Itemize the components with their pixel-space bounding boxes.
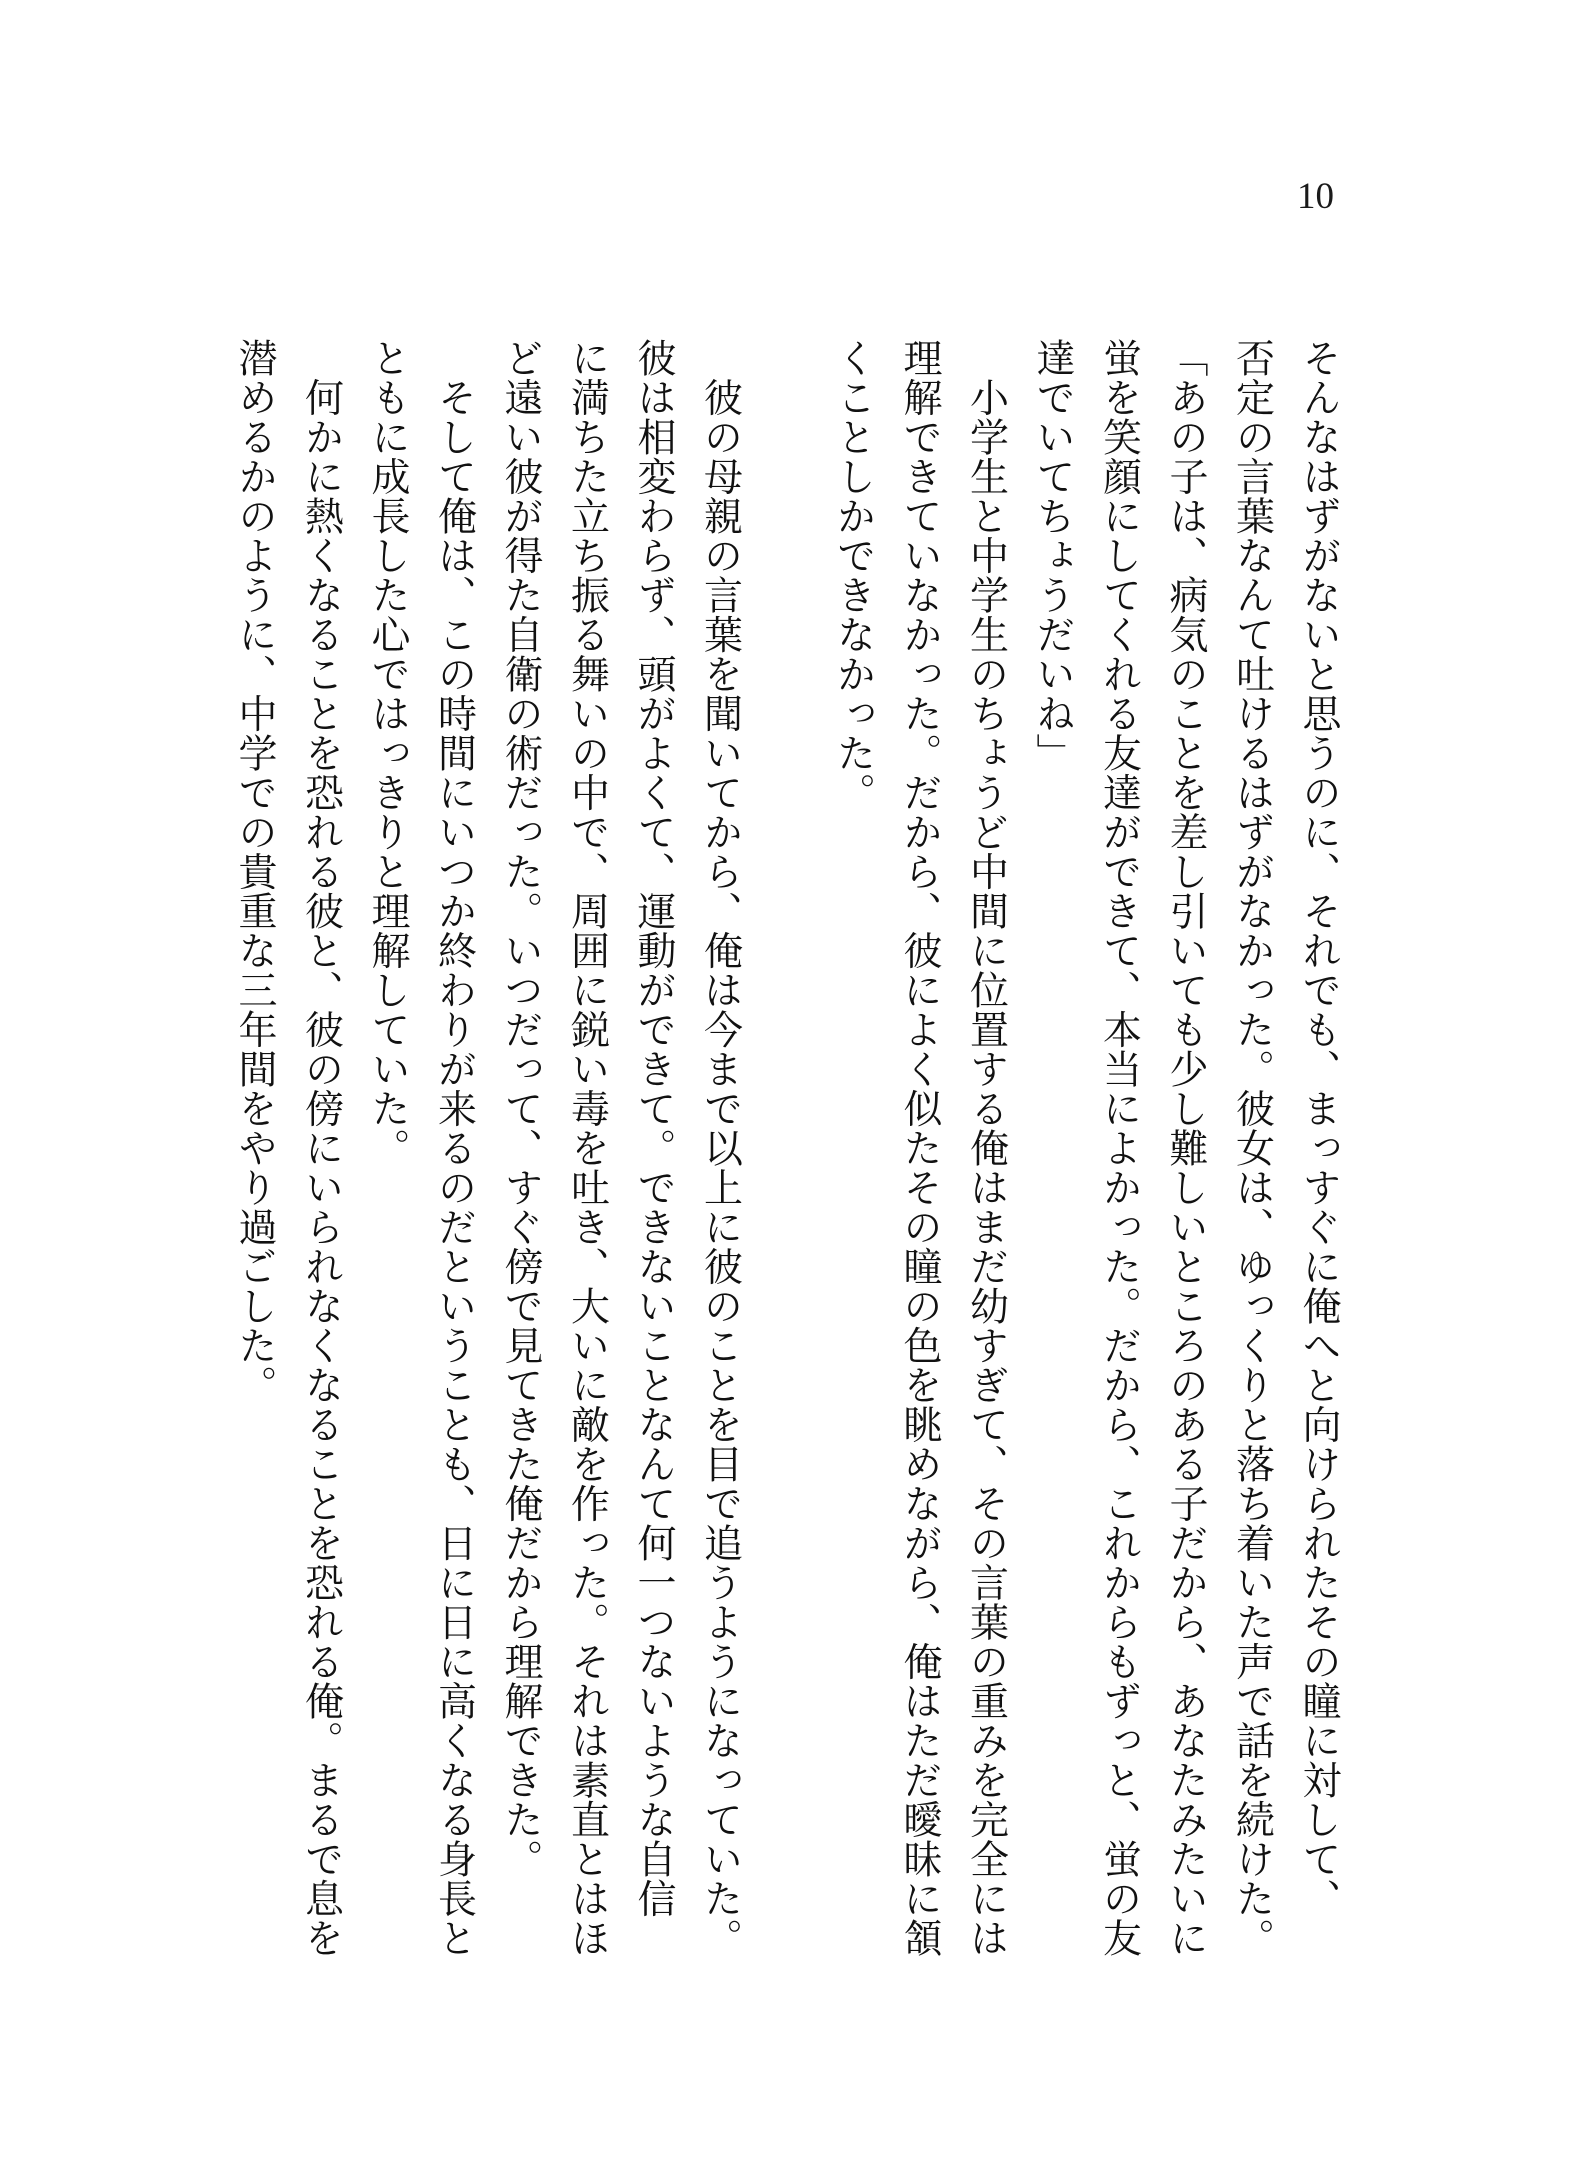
vertical-text-body [221, 338, 1352, 1958]
text-line: 彼の母親の言葉を聞いてから、俺は今まで以上に彼のことを目で追うようになっていた。 [697, 338, 743, 1958]
text-line: ど遠い彼が得た自衛の術だった。いつだって、すぐ傍で見てきた俺だから理解できた。 [498, 338, 543, 1879]
text-line: くことしかできなかった。 [830, 338, 876, 812]
text-line: 蛍を笑顔にしてくれる友達ができて、本当によかった。だから、これからもずっと、蛍の友 [1096, 338, 1142, 1958]
text-line: ともに成長した心ではっきりと理解していた。 [365, 338, 410, 1168]
text-line: 達でいてちょうだいね」 [1030, 338, 1075, 773]
text-line: 否定の言葉なんて吐けるはずがなかった。彼女は、ゆっくりと落ち着いた声で話を続けた。 [1229, 338, 1275, 1958]
text-line: 彼は相変わらず、頭がよくて、運動ができて。できないことなんて何一つないような自信 [631, 338, 676, 1918]
text-line: 理解できていなかった。だから、彼によく似たその瞳の色を眺めながら、俺はただ曖昧に頷 [897, 338, 942, 1958]
text-line: 「あの子は、病気のことを差し引いても少し難しいところのある子だから、あなたみたいに [1163, 338, 1208, 1958]
text-line: に満ちた立ち振る舞いの中で、周囲に鋭い毒を吐き、大いに敵を作った。それは素直とはほ [564, 338, 610, 1958]
page-number: 10 [1297, 176, 1334, 217]
text-line: 小学生と中学生のちょうど中間に位置する俺はまだ幼すぎて、その言葉の重みを完全には [963, 338, 1009, 1958]
text-line: そんなはずがないと思うのに、それでも、まっすぐに俺へと向けられたその瞳に対して、 [1296, 338, 1341, 1918]
text-line: 潜めるかのように、中学での貴重な三年間をやり過ごした。 [232, 338, 277, 1405]
section-break [753, 338, 820, 1408]
text-line: 何かに熱くなることを恐れる彼と、彼の傍にいられなくなることを恐れる俺。まるで息を [298, 338, 344, 1958]
text-line: そして俺は、この時間にいつか終わりが来るのだということも、日に日に高くなる身長と [431, 338, 477, 1958]
